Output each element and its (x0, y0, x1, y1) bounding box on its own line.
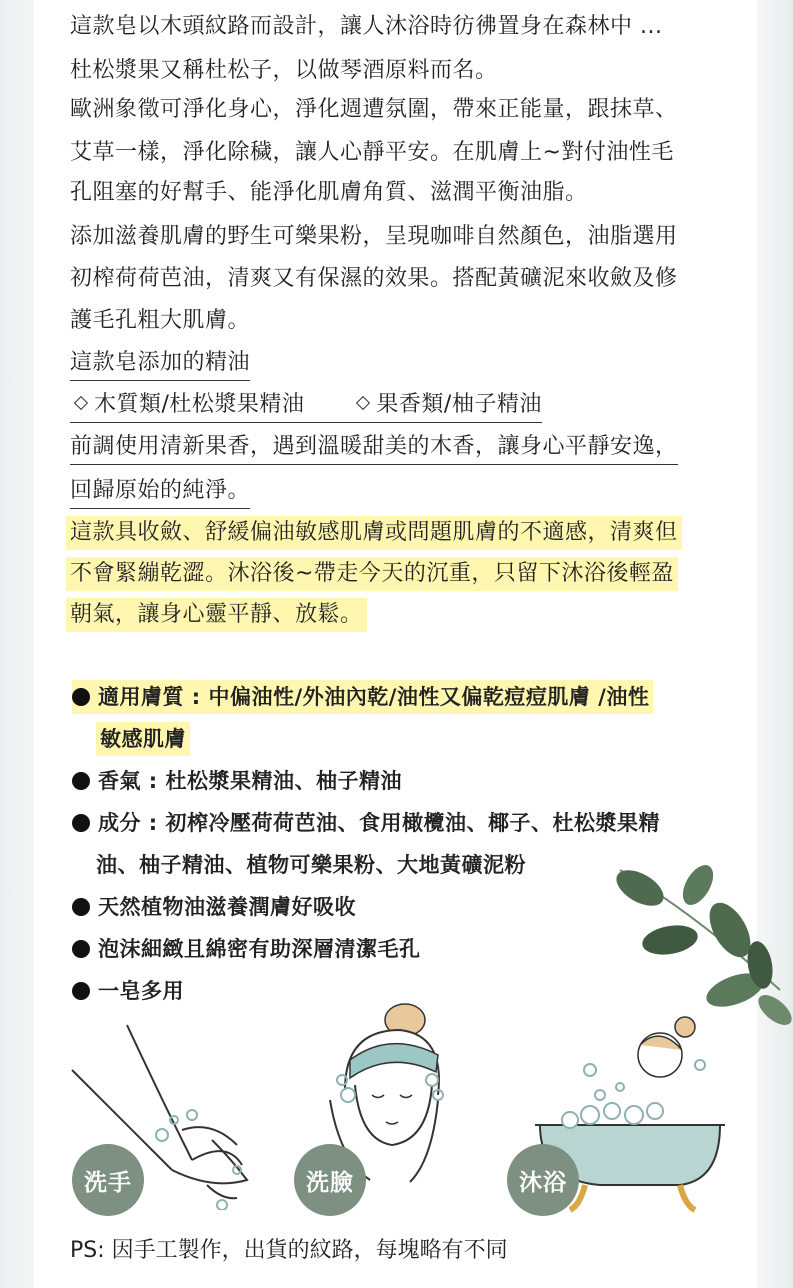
usage-badge-face: 洗臉 (294, 1144, 366, 1216)
essential-oil-heading: 這款皂添加的精油 (70, 348, 250, 381)
intro-line-8: 護毛孔粗大肌膚。 (70, 308, 251, 333)
usage-badge-hand: 洗手 (72, 1144, 144, 1216)
intro-line-5: 孔阻塞的好幫手、能淨化肌膚角質、滋潤平衡油脂。 (70, 180, 588, 205)
feature-natural-oil: 天然植物油滋養潤膚好吸收 (72, 892, 356, 922)
intro-line-6: 添加滋養肌膚的野生可樂果粉，呈現咖啡自然顏色，油脂選用 (70, 224, 678, 249)
feature-ingredients-cont: 油、柚子精油、植物可樂果粉、大地黃礦泥粉 (96, 853, 526, 877)
feature-scent: 香氣 : 杜松漿果精油、柚子精油 (72, 766, 402, 796)
ps-note: PS: 因手工製作，出貨的紋路，每塊略有不同 (70, 1238, 508, 1263)
highlight-line-1: 這款具收斂、舒緩偏油敏感肌膚或問題肌膚的不適感，清爽但 (66, 516, 682, 550)
leaves-icon (600, 850, 793, 1040)
oil-list (70, 390, 542, 423)
oil-list-underline (70, 390, 542, 423)
intro-line-3: 歐洲象徵可淨化身心，淨化週遭氛圍，帶來正能量，跟抹草、 (70, 97, 678, 122)
bullet-dot-icon (72, 982, 90, 1000)
bullet-dot-icon (72, 772, 90, 790)
oil-fruity: 果香類/柚子精油 (376, 392, 542, 417)
bullet-dot-icon (72, 898, 90, 916)
bullet-dot-icon (72, 688, 90, 706)
feature-skin-type-cont: 敏感肌膚 (96, 722, 190, 756)
feature-foam: 泡沫細緻且綿密有助深層清潔毛孔 (72, 934, 421, 964)
intro-line-2: 杜松漿果又稱杜松子，以做琴酒原料而名。 (70, 58, 498, 83)
intro-line-1: 這款皂以木頭紋路而設計，讓人沐浴時彷彿置身在森林中 ... (70, 14, 663, 39)
highlight-line-2: 不會緊繃乾澀。沐浴後~帶走今天的沉重，只留下沐浴後輕盈 (66, 557, 678, 591)
oil-woody: 木質類/杜松漿果精油 (94, 392, 305, 417)
scent-line-1: 前調使用清新果香，遇到溫暖甜美的木香，讓身心平靜安逸， (70, 432, 678, 465)
diamond-icon (356, 396, 370, 410)
scent-line-2: 回歸原始的純淨。 (70, 476, 250, 509)
highlight-line-3: 朝氣，讓身心靈平靜、放鬆。 (66, 598, 367, 632)
intro-line-4: 艾草一樣，淨化除穢，讓人心靜平安。在肌膚上~對付油性毛 (70, 140, 674, 165)
feature-multi-use: 一皂多用 (72, 976, 184, 1006)
feature-skin-type: 適用膚質 : 中偏油性/外油內乾/油性又偏乾痘痘肌膚 /油性 (72, 680, 653, 714)
bullet-dot-icon (72, 814, 90, 832)
bullet-dot-icon (72, 940, 90, 958)
intro-line-7: 初榨荷荷芭油，清爽又有保濕的效果。搭配黃礦泥來收斂及修 (70, 266, 678, 291)
diamond-icon (74, 396, 88, 410)
feature-ingredients: 成分 : 初榨冷壓荷荷芭油、食用橄欖油、椰子、杜松漿果精 (72, 808, 660, 838)
usage-badge-bath: 沐浴 (507, 1144, 579, 1216)
